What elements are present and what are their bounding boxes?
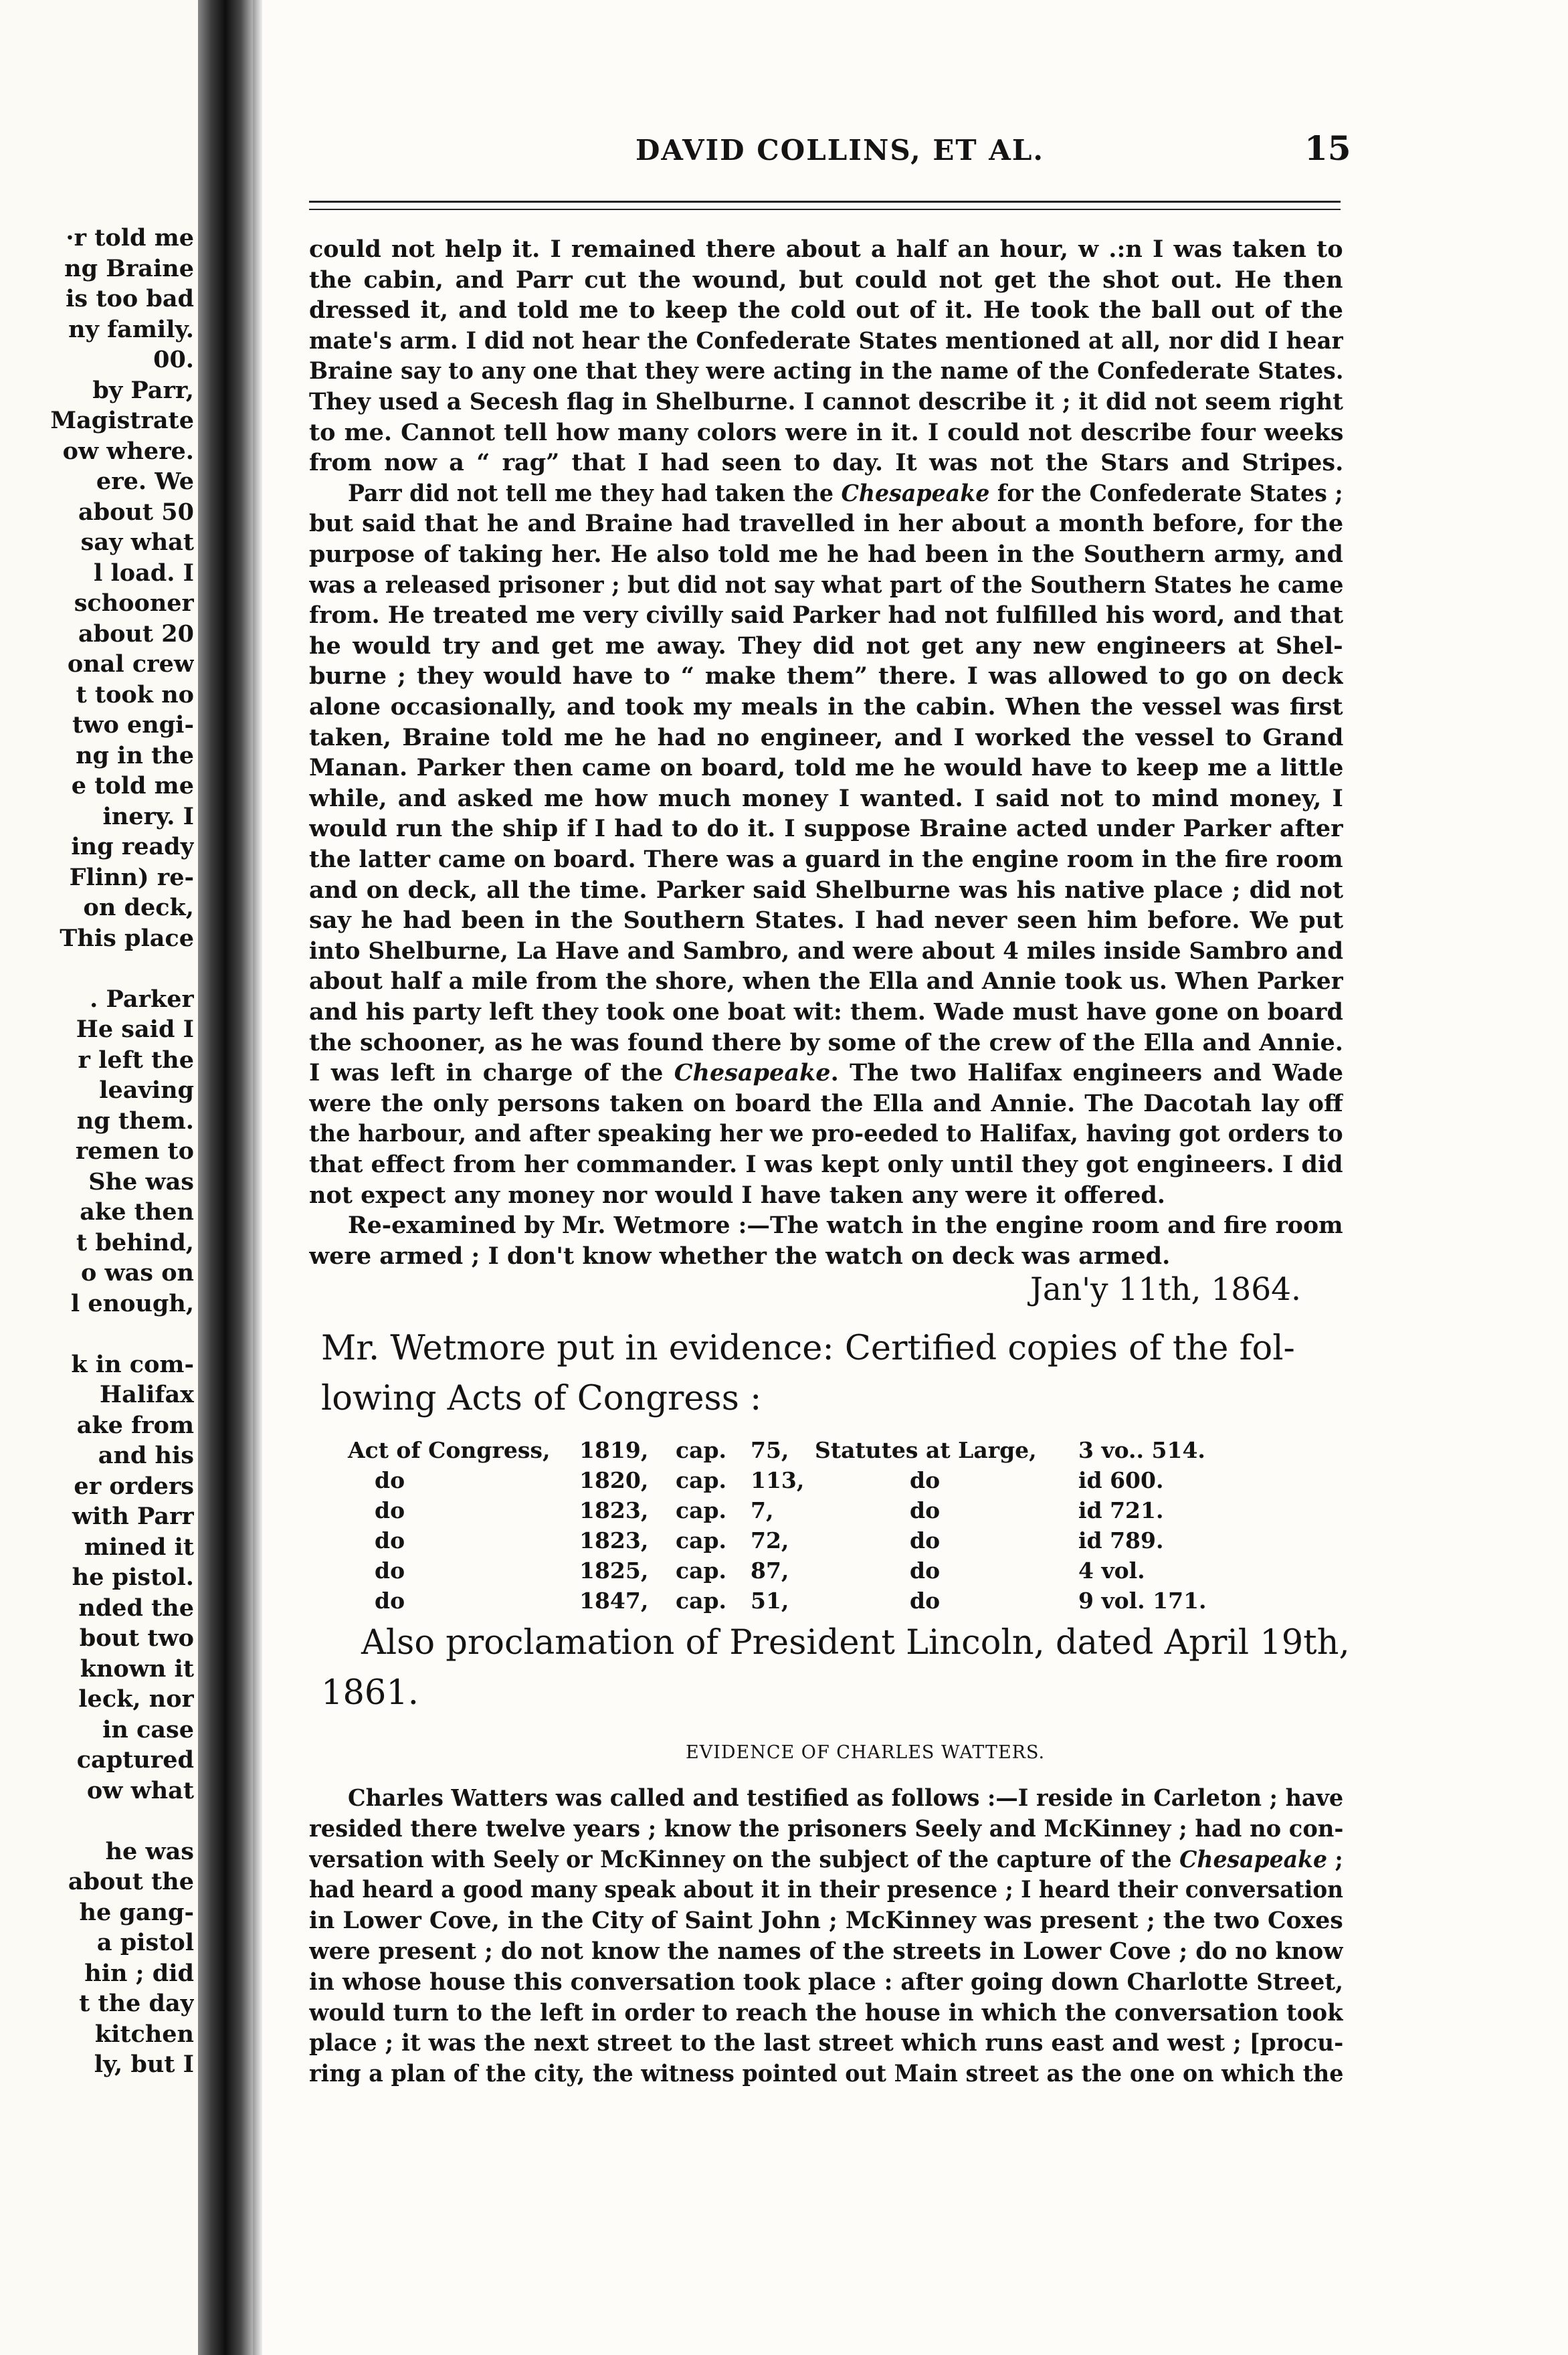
act-statute: Statutes at Large, <box>815 1437 1037 1463</box>
prev-page-line: mined it <box>84 1533 194 1561</box>
testimony-line: were armed ; I don't know whether the watch on deck was armed. <box>309 1242 1171 1270</box>
act-year: 1819, <box>579 1437 649 1463</box>
prev-page-line: about the <box>68 1868 194 1895</box>
act-label: do <box>375 1588 405 1614</box>
testimony-line: not expect any money nor would I have taken any were it offered. <box>309 1181 1165 1209</box>
prev-page-line: . Parker <box>90 985 194 1013</box>
watters-line: versation with Seely or McKinney on the subject of the capture of the Chesapeake ; <box>309 1845 1343 1873</box>
act-year: 1823, <box>579 1497 649 1523</box>
watters-line: would turn to the left in order to reach the house in which the conversation took <box>309 1998 1343 2027</box>
prev-page-line: about 20 <box>78 620 194 648</box>
act-num: 7, <box>751 1497 774 1523</box>
prev-page-line: o was on <box>80 1259 194 1287</box>
testimony-line: were the only persons taken on board the Ella and Annie. The Dacotah lay off <box>309 1089 1343 1117</box>
prev-page-line: e told me <box>71 772 194 799</box>
testimony-line: Braine say to any one that they were acting in the name of the Confederate States. <box>309 357 1344 385</box>
testimony-line: while, and asked me how much money I wanted. I said not to mind money, I <box>309 784 1343 812</box>
act-row <box>0 1588 1338 1617</box>
testimony-line: burne ; they would have to “ make them” there. I was allowed to go on deck <box>309 662 1344 690</box>
act-year: 1825, <box>579 1558 649 1584</box>
page-edge <box>253 0 262 2355</box>
prev-page-line: he pistol. <box>72 1564 194 1591</box>
prev-page-line: known it <box>80 1655 194 1683</box>
prev-page-line: onal crew <box>67 650 194 678</box>
prev-page-line: er orders <box>74 1472 194 1500</box>
prev-page-line: in case <box>102 1715 194 1744</box>
act-num: 75, <box>751 1437 789 1463</box>
prev-page-line: say what <box>80 529 194 556</box>
prev-page-line: r left the <box>78 1046 194 1074</box>
testimony-line: from now a “ rag” that I had seen to day. It was not the Stars and Stripes. <box>309 449 1344 477</box>
page-number: 15 <box>1304 128 1351 168</box>
prev-page-line: t behind, <box>76 1228 194 1256</box>
prev-page-line: two engi- <box>72 711 194 739</box>
testimony-line: from. He treated me very civilly said Parker had not fulfilled his word, and that <box>309 601 1344 630</box>
prev-page-line: Flinn) re- <box>69 863 194 891</box>
prev-page-line: ake from <box>76 1411 194 1439</box>
act-year: 1823, <box>579 1527 649 1553</box>
watters-line: place ; it was the next street to the last street which runs east and west ; [procu- <box>309 2029 1344 2057</box>
testimony-line: Manan. Parker then came on board, told me he would have to keep me a little <box>309 754 1344 782</box>
act-row <box>0 1437 1338 1467</box>
testimony-line: the cabin, and Parr cut the wound, but could not get the shot out. He then <box>309 266 1343 294</box>
prev-page-line: ng Braine <box>64 254 194 282</box>
testimony-line: and his party left they took one boat wit: them. Wade must have gone on board <box>309 998 1343 1026</box>
testimony-line: the harbour, and after speaking her we pro-eeded to Halifax, having got orders to <box>309 1120 1343 1148</box>
testimony-line: taken, Braine told me he had no engineer, and I worked the vessel to Grand <box>309 723 1344 751</box>
act-row <box>0 1558 1338 1587</box>
prev-page-line: 00. <box>153 346 194 373</box>
act-num: 51, <box>751 1588 789 1614</box>
act-ref: 3 vo.. 514. <box>1078 1437 1205 1463</box>
testimony-line: the latter came on board. There was a guard in the engine room in the fire room <box>309 846 1343 873</box>
act-num: 87, <box>751 1558 789 1584</box>
testimony-line: the schooner, as he was found there by some of the crew of the Ella and Annie. <box>309 1028 1343 1056</box>
act-cap: cap. <box>676 1437 727 1463</box>
header-rule-bottom <box>309 209 1341 210</box>
prev-page-line: he was <box>105 1837 194 1865</box>
prev-page-line: ng them. <box>76 1107 194 1135</box>
date-line: Jan'y 11th, 1864. <box>1030 1271 1301 1308</box>
prev-page-line: ng in the <box>76 741 194 769</box>
act-ref: 4 vol. <box>1078 1558 1145 1584</box>
testimony-line: and on deck, all the time. Parker said Shelburne was his native place ; did not <box>309 876 1344 904</box>
act-cap: cap. <box>676 1558 727 1584</box>
prev-page-line: hin ; did <box>84 1959 194 1987</box>
prev-page-line: a pistol <box>96 1929 194 1956</box>
act-ref: id 600. <box>1078 1467 1164 1493</box>
watters-line: in whose house this conversation took place : after going down Charlotte Street, <box>309 1968 1343 1996</box>
testimony-line: that effect from her commander. I was kept only until they got engineers. I did <box>309 1151 1343 1178</box>
prev-page-line: He said I <box>76 1016 194 1043</box>
act-year: 1847, <box>579 1588 649 1614</box>
prev-page-line: he gang- <box>79 1898 194 1926</box>
prev-page-line: l enough, <box>70 1289 194 1317</box>
testimony-line: into Shelburne, La Have and Sambro, and were about 4 miles inside Sambro and <box>309 937 1343 965</box>
testimony-line: Re-examined by Mr. Wetmore :—The watch in the engine room and fire room <box>348 1212 1343 1240</box>
act-cap: cap. <box>676 1497 727 1523</box>
testimony-line: purpose of taking her. He also told me he had been in the Southern army, and <box>309 541 1343 568</box>
prev-page-line: and his <box>98 1442 194 1469</box>
prev-page-line: on deck, <box>83 894 194 921</box>
prev-page-line: ·r told me <box>66 224 194 252</box>
prev-page-line: ly, but I <box>94 2051 194 2078</box>
evidence-intro-line-2: lowing Acts of Congress : <box>321 1379 762 1418</box>
prev-page-line: kitchen <box>94 2020 194 2048</box>
act-statute: do <box>910 1588 941 1614</box>
testimony-line: could not help it. I remained there about a half an hour, w .:n I was taken to <box>309 236 1343 263</box>
testimony-line: to me. Cannot tell how many colors were in it. I could not describe four weeks <box>309 418 1344 446</box>
prev-page-line: captured <box>76 1746 194 1774</box>
act-statute: do <box>910 1497 941 1523</box>
act-row <box>0 1467 1338 1497</box>
watters-line: were present ; do not know the names of the streets in Lower Cove ; do no know <box>309 1938 1343 1965</box>
prev-page-line: ere. We <box>96 468 194 495</box>
act-label: Act of Congress, <box>348 1437 551 1463</box>
running-title: DAVID COLLINS, ET AL. <box>635 134 1045 167</box>
prev-page-line: ny family. <box>68 315 194 343</box>
testimony-line: would run the ship if I had to do it. I suppose Braine acted under Parker after <box>309 815 1343 843</box>
act-num: 72, <box>751 1527 789 1553</box>
testimony-line: Parr did not tell me they had taken the Chesapeake for the Confederate States ; <box>348 479 1343 507</box>
prev-page-line: ow where. <box>62 437 194 465</box>
act-row <box>0 1497 1338 1527</box>
testimony-line: alone occasionally, and took my meals in the cabin. When the vessel was first <box>309 693 1343 721</box>
proclamation-line-2: 1861. <box>321 1673 419 1713</box>
testimony-line: dressed it, and told me to keep the cold out of it. He took the ball out of the <box>309 296 1343 324</box>
prev-page-line: with Parr <box>72 1503 194 1530</box>
watters-line: in Lower Cove, in the City of Saint John ; McKinney was present ; the two Coxes <box>309 1907 1343 1935</box>
act-label: do <box>375 1467 405 1493</box>
act-year: 1820, <box>579 1467 649 1493</box>
header-rule-top <box>309 201 1341 203</box>
evidence-intro-line-1: Mr. Wetmore put in evidence: Certified copies of the fol- <box>321 1329 1295 1368</box>
prev-page-line: nded the <box>78 1594 194 1622</box>
prev-page-line: leaving <box>99 1076 194 1104</box>
act-label: do <box>375 1497 405 1523</box>
prev-page-line: t the day <box>79 1990 194 2017</box>
prev-page-line: ing ready <box>71 833 194 860</box>
prev-page-line: This place <box>60 924 194 952</box>
prev-page-line: is too bad <box>66 285 194 312</box>
prev-page-line: remen to <box>75 1137 194 1165</box>
prev-page-line: k in com- <box>71 1350 194 1378</box>
act-ref: id 721. <box>1078 1497 1164 1523</box>
prev-page-line: inery. I <box>102 802 194 830</box>
act-statute: do <box>910 1527 941 1553</box>
watters-line: had heard a good many speak about it in their presence ; I heard their conversation <box>309 1876 1343 1904</box>
prev-page-line: by Parr, <box>92 376 194 404</box>
testimony-line: but said that he and Braine had travelled in her about a month before, for the <box>309 510 1344 538</box>
book-gutter-shadow <box>198 0 253 2355</box>
testimony-line: was a released prisoner ; but did not say what part of the Southern States he came <box>309 571 1344 599</box>
act-row <box>0 1527 1338 1557</box>
testimony-line: mate's arm. I did not hear the Confederate States mentioned at all, nor did I hear <box>309 326 1344 355</box>
act-statute: do <box>910 1558 941 1584</box>
watters-line: ring a plan of the city, the witness pointed out Main street as the one on which the <box>309 2060 1344 2088</box>
prev-page-line: Magistrate <box>50 407 194 434</box>
act-label: do <box>375 1527 405 1553</box>
prev-page-line: ow what <box>86 1776 194 1804</box>
testimony-line: he would try and get me away. They did not get any new engineers at Shel- <box>309 632 1343 660</box>
testimony-line: say he had been in the Southern States. I had never seen him before. We put <box>309 907 1344 935</box>
act-cap: cap. <box>676 1467 727 1493</box>
act-cap: cap. <box>676 1527 727 1553</box>
prev-page-line: l load. I <box>93 559 194 587</box>
prev-page-line: schooner <box>74 589 194 617</box>
prev-page-line: bout two <box>79 1624 194 1652</box>
prev-page-line: about 50 <box>78 498 194 526</box>
act-ref: id 789. <box>1078 1527 1164 1553</box>
act-ref: 9 vol. 171. <box>1078 1588 1207 1614</box>
prev-page-line: Halifax <box>100 1381 194 1408</box>
proclamation-line-1: Also proclamation of President Lincoln, dated April 19th, <box>361 1623 1350 1663</box>
act-num: 113, <box>751 1467 805 1493</box>
testimony-line: I was left in charge of the Chesapeake. The two Halifax engineers and Wade <box>309 1059 1344 1087</box>
prev-page-line: t took no <box>76 680 194 709</box>
testimony-line: They used a Secesh flag in Shelburne. I cannot describe it ; it did not seem right <box>309 388 1343 415</box>
previous-page-fragment <box>0 0 201 2355</box>
prev-page-line: She was <box>88 1167 194 1196</box>
prev-page-line: leck, nor <box>78 1685 194 1713</box>
watters-line: Charles Watters was called and testified as follows :—I reside in Carleton ; have <box>348 1784 1344 1812</box>
act-label: do <box>375 1558 405 1584</box>
watters-line: resided there twelve years ; know the prisoners Seely and McKinney ; had no con- <box>309 1814 1344 1843</box>
prev-page-line: ake then <box>80 1198 194 1226</box>
act-statute: do <box>910 1467 941 1493</box>
testimony-line: about half a mile from the shore, when the Ella and Annie took us. When Parker <box>309 967 1343 996</box>
evidence-heading: EVIDENCE OF CHARLES WATTERS. <box>686 1742 1046 1763</box>
act-cap: cap. <box>676 1588 727 1614</box>
